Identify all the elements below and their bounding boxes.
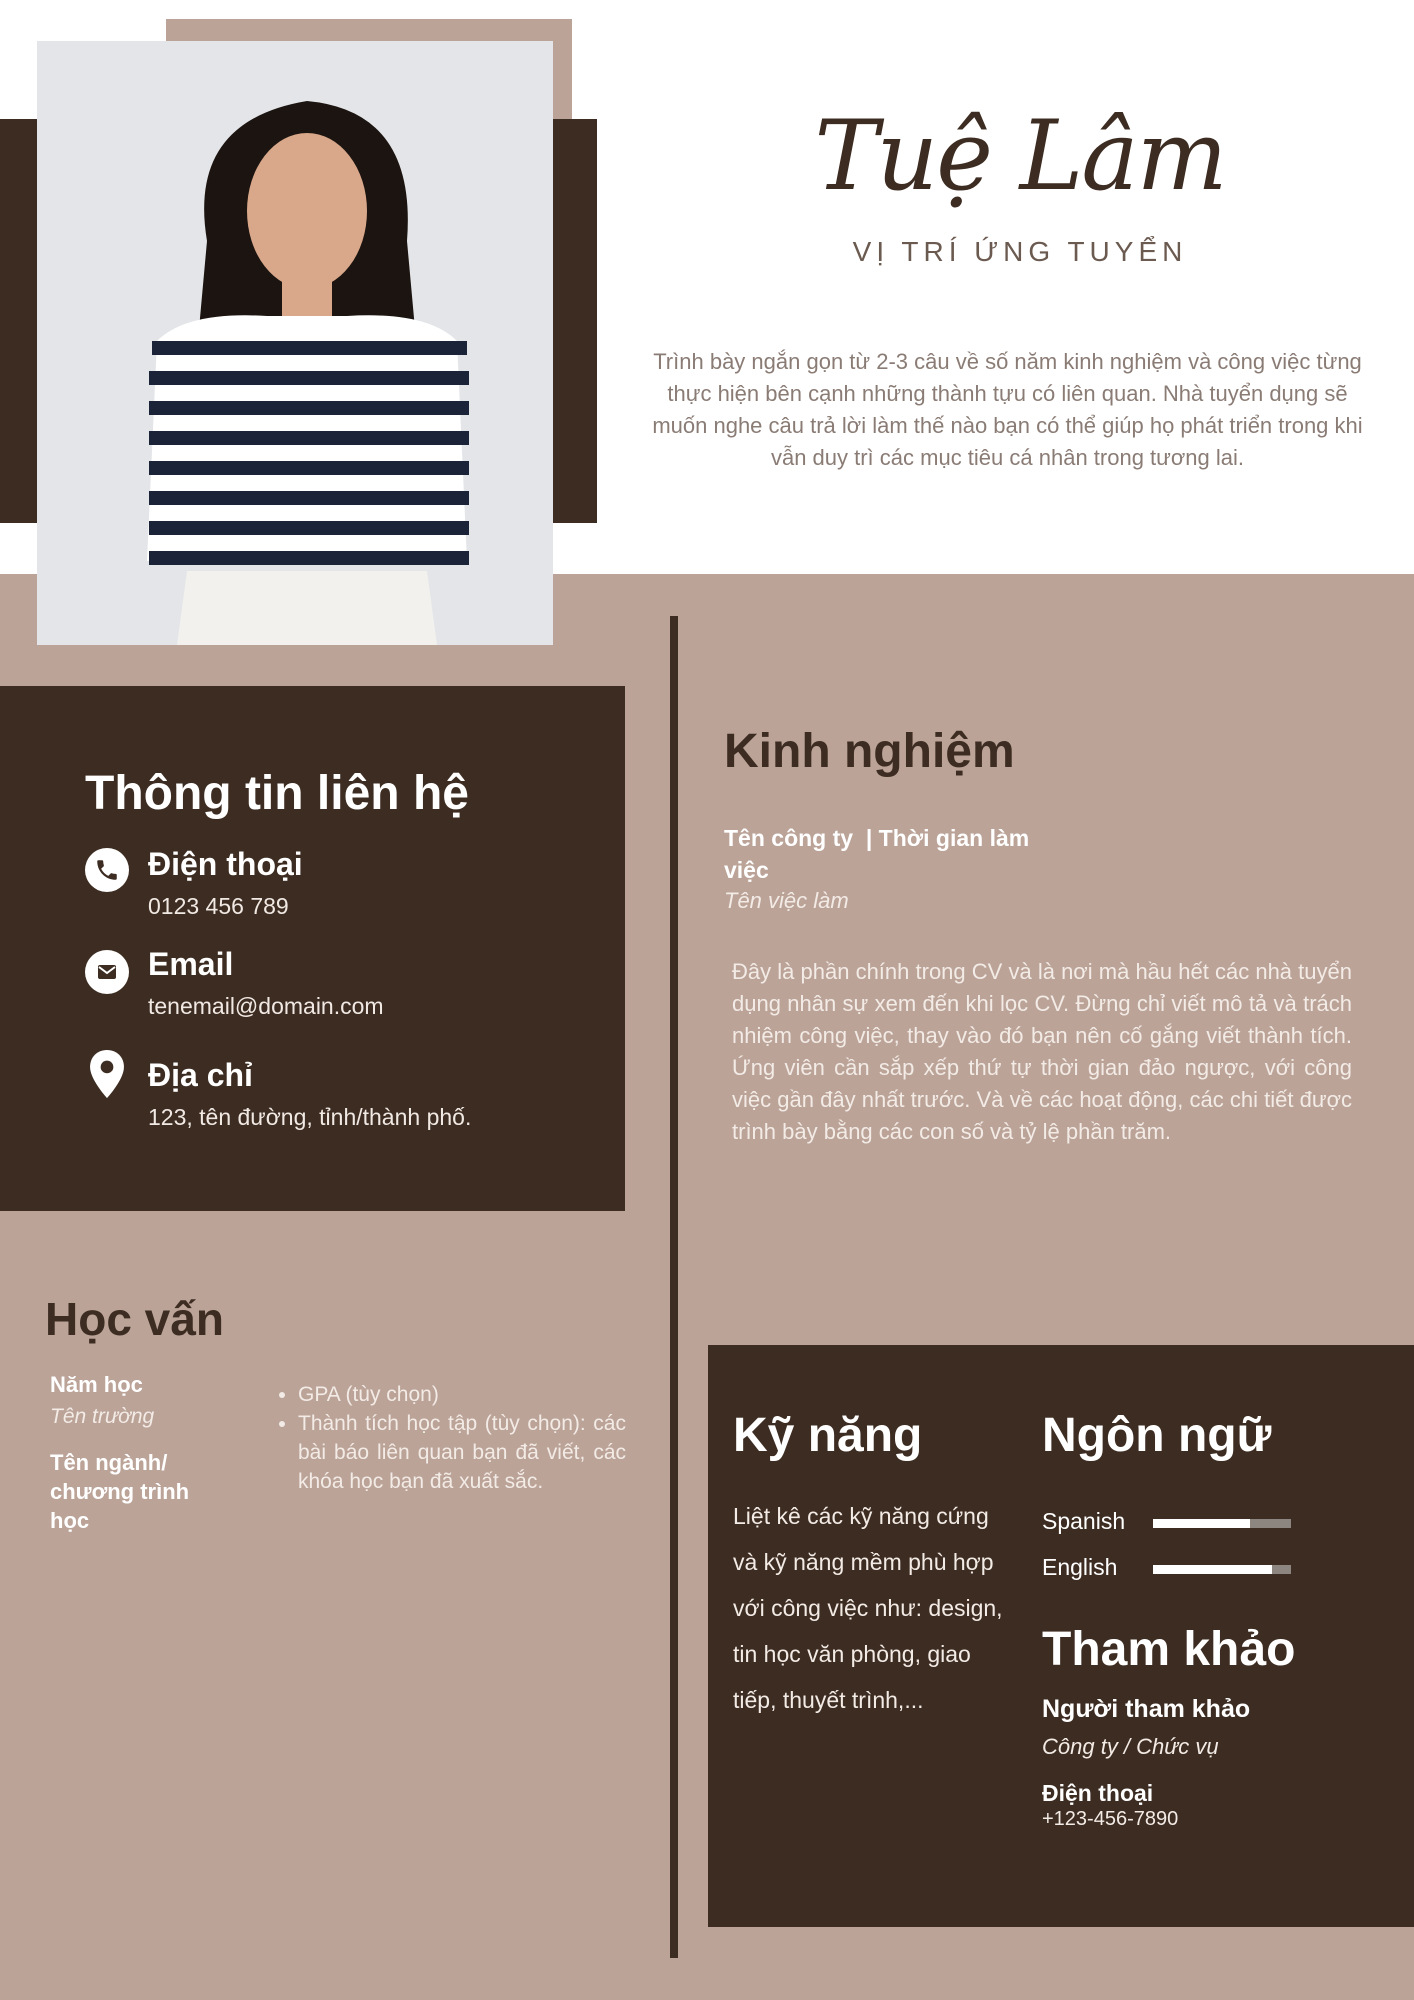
language-level-bar — [1153, 1519, 1291, 1528]
contact-title: Thông tin liên hệ — [85, 767, 469, 820]
email-value: tenemail@domain.com — [148, 993, 384, 1019]
education-title: Học vấn — [45, 1293, 224, 1345]
experience-title: Kinh nghiệm — [724, 725, 1015, 778]
contact-panel — [0, 686, 625, 1211]
email-label: Email — [148, 946, 234, 982]
candidate-name: Tuệ Lâm — [814, 100, 1226, 212]
reference-phone-label: Điện thoại — [1042, 1780, 1154, 1806]
language-name: Spanish — [1042, 1508, 1126, 1534]
language-level-bar — [1153, 1565, 1291, 1574]
reference-person: Người tham khảo — [1042, 1695, 1251, 1723]
reference-title: Tham khảo — [1042, 1623, 1296, 1676]
language-name: English — [1042, 1554, 1118, 1580]
vertical-divider — [670, 616, 678, 1958]
reference-company: Công ty / Chức vụ — [1042, 1734, 1219, 1759]
location-pin-icon — [90, 1050, 124, 1103]
address-value: 123, tên đường, tỉnh/thành phố. — [148, 1104, 472, 1130]
experience-company-period: Tên công ty | Thời gian làm việc — [724, 825, 1036, 883]
education-bullet: • Thành tích học tập (tùy chọn): các bài báo liên quan bạn đã viết, các khóa học bạn đã xuất sắc. — [298, 1409, 626, 1496]
email-icon — [85, 950, 129, 994]
skills-text: Liệt kê các kỹ năng cứng và kỹ năng mềm phù hợp với công việc như: design, tin học văn phòng, giao tiếp, thuyết trình,... — [733, 1503, 1003, 1713]
phone-value: 0123 456 789 — [148, 893, 289, 919]
profile-photo — [37, 41, 553, 645]
skills-title: Kỹ năng — [733, 1409, 923, 1462]
phone-icon — [85, 848, 129, 892]
summary-text: Trình bày ngắn gọn từ 2-3 câu về số năm kinh nghiệm và công việc từng thực hiện bên cạnh những thành tựu có liên quan. Nhà tuyển dụng sẽ muốn nghe câu trả lời làm thế nào bạn có thể giúp họ phát triển trong khi vẫn duy trì các mục tiêu cá nhân trong tương lai. — [652, 349, 1363, 470]
education-year: Năm học — [50, 1372, 143, 1397]
address-label: Địa chỉ — [148, 1057, 253, 1093]
languages-title: Ngôn ngữ — [1042, 1409, 1272, 1462]
phone-label: Điện thoại — [148, 846, 303, 882]
language-level-fill — [1153, 1519, 1250, 1528]
education-major: Tên ngành/ chương trình học — [50, 1450, 190, 1533]
reference-phone: +123-456-7890 — [1042, 1808, 1179, 1830]
education-bullet: • GPA (tùy chọn) — [298, 1380, 626, 1409]
experience-job-title: Tên việc làm — [724, 888, 849, 913]
education-school: Tên trường — [50, 1405, 155, 1428]
experience-description: Đây là phần chính trong CV và là nơi mà hầu hết các nhà tuyển dụng nhân sự xem đến khi lọc CV. Đừng chỉ viết mô tả và trách nhiệm công việc, thay vào đó bạn nên cố gắng viết thành tích. Ứng viên cần sắp xếp thứ tự thời gian đảo ngược, với công việc gần đây nhất trước. Và về các hoạt động, các chi tiết được trình bày bằng các con số và tỷ lệ phần trăm. — [732, 959, 1352, 1144]
position-title: VỊ TRÍ ỨNG TUYỂN — [852, 236, 1188, 267]
education-achievements — [298, 1380, 626, 1496]
language-level-fill — [1153, 1565, 1272, 1574]
